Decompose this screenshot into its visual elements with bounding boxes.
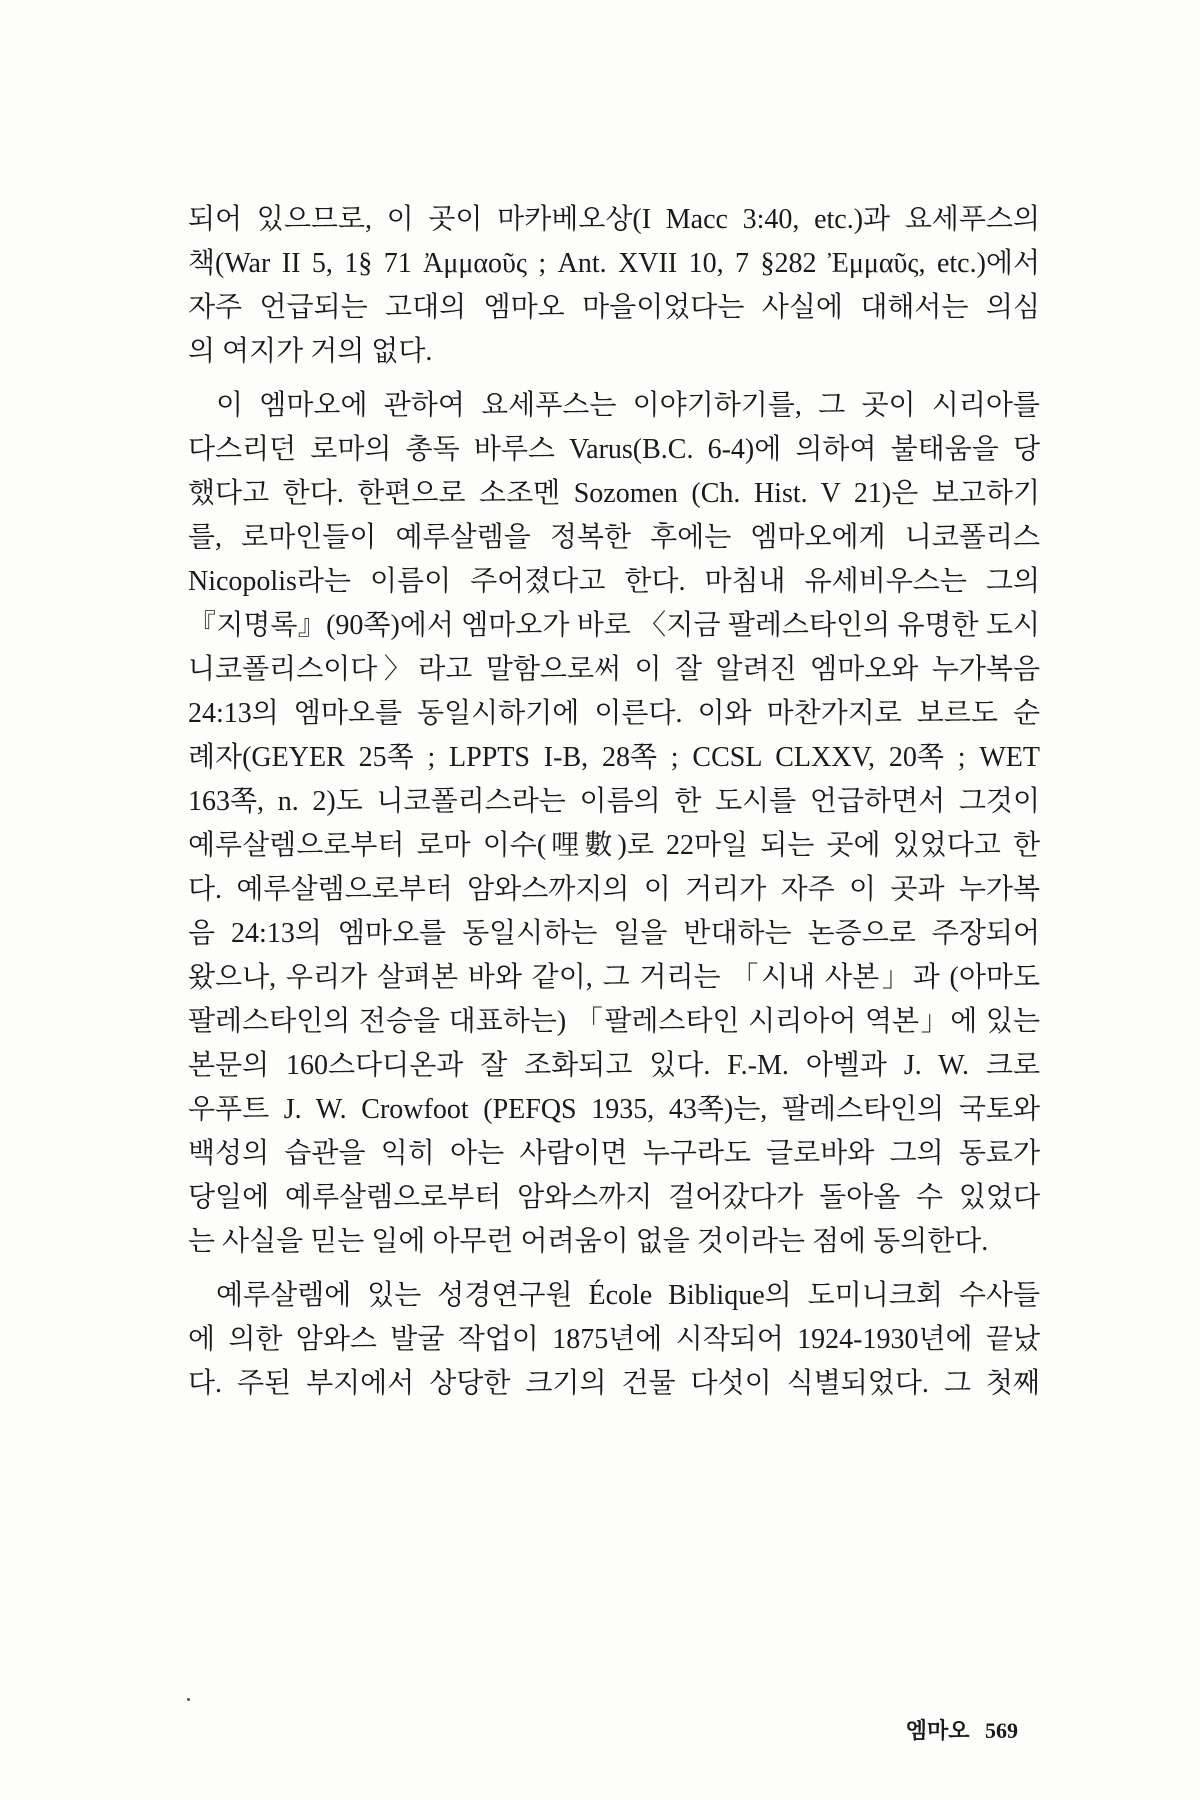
text-line: 『지명록』(90쪽)에서 엠마오가 바로 〈지금 팔레스타인의 유명한 도시 bbox=[188, 610, 1040, 641]
text-line: 예루살렘으로부터 로마 이수(哩數)로 22마일 되는 곳에 있었다고 한 bbox=[188, 830, 1040, 861]
text-line: 음 24:13의 엠마오를 동일시하는 일을 반대하는 논증으로 주장되어 bbox=[188, 918, 1040, 949]
running-head: 엠마오 bbox=[905, 1718, 970, 1743]
body-text bbox=[188, 198, 1040, 1406]
text-line: 163쪽, n. 2)도 니코폴리스라는 이름의 한 도시를 언급하면서 그것이 bbox=[188, 786, 1040, 817]
text-line: 자주 언급되는 고대의 엠마오 마을이었다는 사실에 대해서는 의심 bbox=[188, 292, 1040, 323]
text-line: 이 엠마오에 관하여 요세푸스는 이야기하기를, 그 곳이 시리아를 bbox=[216, 390, 1040, 421]
text-line: 의 여지가 거의 없다. bbox=[188, 336, 433, 367]
text-line: 왔으나, 우리가 살펴본 바와 같이, 그 거리는 「시내 사본」과 (아마도 bbox=[188, 962, 1040, 993]
paragraph-3 bbox=[188, 1274, 1040, 1406]
text-line: 다. 예루살렘으로부터 암와스까지의 이 거리가 자주 이 곳과 누가복 bbox=[188, 874, 1040, 905]
text-line: Nicopolis라는 이름이 주어졌다고 한다. 마침내 유세비우스는 그의 bbox=[188, 566, 1040, 597]
text-line: 본문의 160스다디온과 잘 조화되고 있다. F.-M. 아벨과 J. W. 크로 bbox=[188, 1050, 1040, 1081]
text-line: 24:13의 엠마오를 동일시하기에 이른다. 이와 마찬가지로 보르도 순 bbox=[188, 698, 1040, 729]
text-line: 팔레스타인의 전승을 대표하는) 「팔레스타인 시리아어 역본」에 있는 bbox=[188, 1006, 1040, 1037]
paragraph-1 bbox=[188, 198, 1040, 374]
text-line: 했다고 한다. 한편으로 소조멘 Sozomen (Ch. Hist. V 21)은 보고하기 bbox=[188, 478, 1040, 509]
text-line: 에 의한 암와스 발굴 작업이 1875년에 시작되어 1924-1930년에 끝났 bbox=[188, 1324, 1040, 1355]
page-number: 569 bbox=[985, 1718, 1018, 1743]
text-line: 책(War II 5, 1§ 71 Ἀμμαοῦς ; Ant. XVII 10, 7 §282 Ἐμμαῦς, etc.)에서 bbox=[188, 248, 1040, 279]
text-line: 다. 주된 부지에서 상당한 크기의 건물 다섯이 식별되었다. 그 첫째 bbox=[188, 1368, 1040, 1399]
text-line: 례자(GEYER 25쪽 ; LPPTS I-B, 28쪽 ; CCSL CLXXV, 20쪽 ; WET bbox=[188, 742, 1040, 773]
text-line: 예루살렘에 있는 성경연구원 École Biblique의 도미니크회 수사들 bbox=[216, 1280, 1040, 1311]
page-footer bbox=[0, 1714, 1018, 1745]
text-line: 니코폴리스이다〉라고 말함으로써 이 잘 알려진 엠마오와 누가복음 bbox=[188, 654, 1040, 685]
text-line: 다스리던 로마의 총독 바루스 Varus(B.C. 6-4)에 의하여 불태움을 당 bbox=[188, 434, 1040, 465]
text-line: 를, 로마인들이 예루살렘을 정복한 후에는 엠마오에게 니코폴리스 bbox=[188, 522, 1040, 553]
text-line: 되어 있으므로, 이 곳이 마카베오상(I Macc 3:40, etc.)과 요세푸스의 bbox=[188, 204, 1040, 235]
text-line: 우푸트 J. W. Crowfoot (PEFQS 1935, 43쪽)는, 팔레스타인의 국토와 bbox=[188, 1094, 1040, 1125]
text-line: 당일에 예루살렘으로부터 암와스까지 걸어갔다가 돌아올 수 있었다 bbox=[188, 1182, 1040, 1213]
paragraph-2 bbox=[188, 384, 1040, 1264]
text-line: 는 사실을 믿는 일에 아무런 어려움이 없을 것이라는 점에 동의한다. bbox=[188, 1226, 989, 1257]
text-line: 백성의 습관을 익히 아는 사람이면 누구라도 글로바와 그의 동료가 bbox=[188, 1138, 1040, 1169]
scan-speck bbox=[187, 1698, 190, 1701]
